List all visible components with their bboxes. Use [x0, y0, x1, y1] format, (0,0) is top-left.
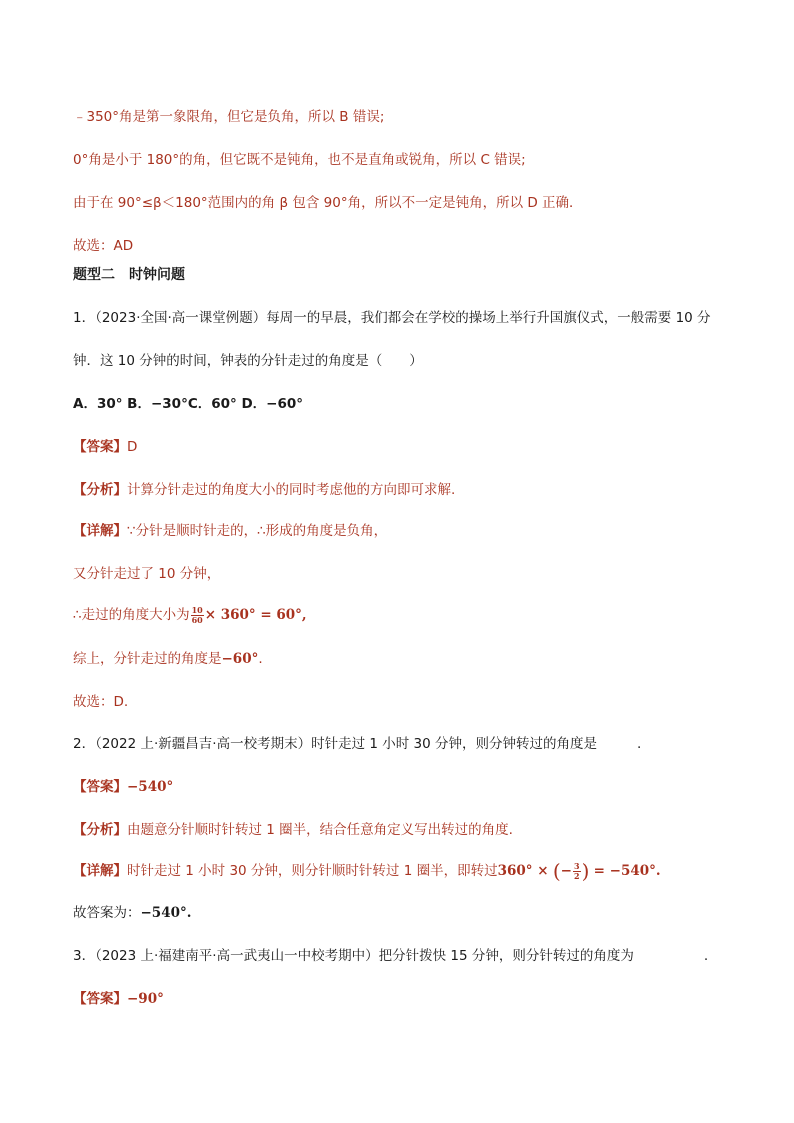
- answer-tag: 【答案】: [73, 779, 127, 795]
- fraction: [191, 606, 204, 625]
- math-value: −60°: [221, 651, 259, 667]
- question-3-answer: [73, 989, 164, 1009]
- detail-text: 综上，分针走过的角度是: [73, 651, 222, 667]
- solution-line-d: 由于在 90°≤β＜180°范围内的角 β 包含 90°角，所以不一定是钝角，所以 D 正确．: [73, 195, 583, 211]
- period: .: [258, 651, 263, 667]
- question-2-final: [73, 903, 191, 923]
- detail-tag: 【详解】: [73, 863, 127, 879]
- final-value: −540°.: [140, 905, 192, 921]
- right-paren: ): [581, 859, 590, 883]
- question-1-options: A．30° B．−30°C．60° D．−60°: [73, 396, 304, 412]
- analysis-tag: 【分析】: [73, 822, 127, 838]
- question-1-line-1: 1．（2023·全国·高一课堂例题）每周一的早晨，我们都会在学校的操场上举行升国旗仪式，一般需要 10 分: [73, 310, 711, 326]
- analysis-tag: 【分析】: [73, 482, 127, 498]
- question-1-detail: [73, 521, 387, 541]
- question-text: 2．（2022 上·新疆昌吉·高一校考期末）时针走过 1 小时 30 分钟，则分钟转过的角度是: [73, 736, 598, 752]
- detail-text: ∴走过的角度大小为: [73, 607, 190, 623]
- analysis-text: 由题意分针顺时针转过 1 圈半，结合任意角定义写出转过的角度.: [127, 822, 513, 838]
- left-paren: (: [552, 859, 561, 883]
- question-2: [73, 734, 641, 754]
- final-text: 故答案为：: [73, 905, 141, 921]
- period: .: [703, 948, 709, 964]
- question-text: 3．（2023 上·福建南平·高一武夷山一中校考期中）把分针拨快 15 分钟，则分针转过的角度为: [73, 948, 634, 964]
- solution-choice: 故选：AD: [73, 238, 134, 254]
- fraction-denominator: 2: [573, 870, 580, 881]
- section-heading: 题型二 时钟问题: [73, 267, 185, 283]
- question-2-detail: [73, 859, 661, 883]
- solution-line-b: ﹣350°角是第一象限角，但它是负角，所以 B 错误;: [73, 109, 385, 125]
- fraction-numerator: 3: [573, 860, 580, 871]
- question-1-conclusion: 故选：D.: [73, 694, 129, 710]
- detail-text: 时针走过 1 小时 30 分钟，则分针顺时针转过 1 圈半，即转过: [127, 863, 498, 879]
- question-1-detail-line-2: 又分针走过了 10 分钟，: [73, 566, 221, 582]
- solution-line-c: 0°角是小于 180°的角，但它既不是钝角，也不是直角或锐角，所以 C 错误;: [73, 152, 526, 168]
- detail-text: ∵分针是顺时针走的，∴形成的角度是负角，: [127, 523, 388, 539]
- period: .: [637, 736, 642, 752]
- answer-value: D: [127, 439, 138, 455]
- question-3: [73, 946, 708, 966]
- fraction: [573, 862, 581, 881]
- math-expression: 360° ×: [497, 863, 549, 879]
- answer-tag: 【答案】: [73, 991, 127, 1007]
- question-1-detail-line-4: [73, 649, 263, 669]
- answer-value: −540°: [127, 779, 174, 795]
- question-1-line-2: 钟．这 10 分钟的时间，钟表的分针走过的角度是（ ）: [73, 353, 423, 369]
- minus-sign: −: [560, 863, 572, 879]
- detail-tag: 【详解】: [73, 523, 127, 539]
- fraction-numerator: 10: [191, 604, 203, 615]
- fraction-denominator: 60: [191, 614, 203, 625]
- question-1-detail-line-3: [73, 605, 307, 625]
- question-2-analysis: [73, 820, 513, 840]
- question-2-answer: [73, 777, 173, 797]
- math-expression: × 360° = 60°,: [204, 607, 307, 623]
- question-1-answer: [73, 437, 137, 457]
- analysis-text: 计算分针走过的角度大小的同时考虑他的方向即可求解.: [127, 482, 456, 498]
- answer-value: −90°: [127, 991, 164, 1007]
- math-result: = −540°.: [593, 863, 661, 879]
- question-1-analysis: [73, 480, 455, 500]
- answer-tag: 【答案】: [73, 439, 127, 455]
